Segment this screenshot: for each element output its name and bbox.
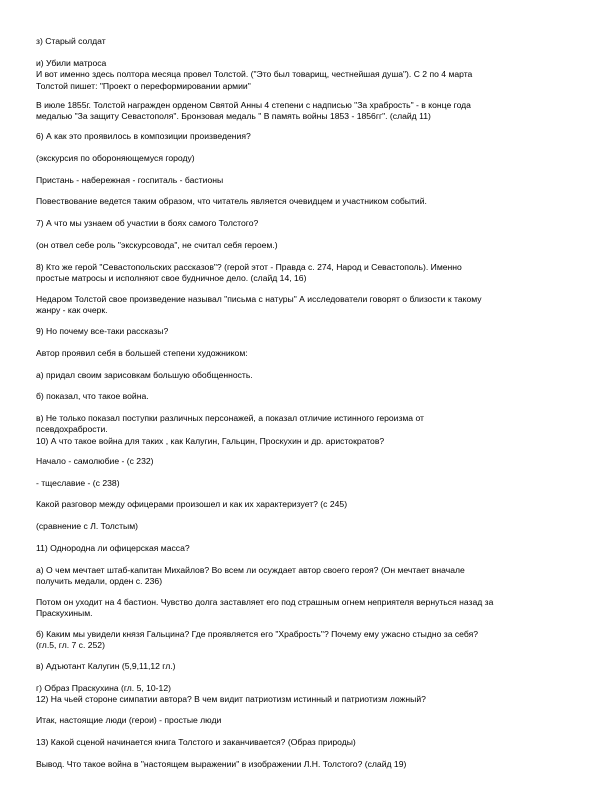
text-line: а) придал своим зарисовкам большую обобщенность. xyxy=(36,370,253,380)
paragraph xyxy=(36,294,588,317)
paragraph xyxy=(36,218,588,229)
paragraph xyxy=(36,175,588,186)
paragraph xyxy=(36,370,588,381)
text-line: Автор проявил себя в большей степени художником: xyxy=(36,348,248,358)
paragraph xyxy=(36,597,588,620)
text-line: 7) А что мы узнаем об участии в боях самого Толстого? xyxy=(36,218,259,228)
paragraph xyxy=(36,759,588,770)
text-line: 9) Но почему все-таки рассказы? xyxy=(36,326,169,336)
paragraph xyxy=(36,683,588,706)
text-line: в) Адъютант Калугин (5,9,11,12 гл.) xyxy=(36,661,176,671)
paragraph xyxy=(36,391,588,402)
text-line: простые матросы и исполняют свое будничное дело. (слайд 14, 16) xyxy=(36,273,307,284)
text-line: медалью "За защиту Севастополя". Бронзовая медаль " В память войны 1853 - 1856гг". (слайд 11) xyxy=(36,111,431,122)
text-line: 12) На чьей стороне симпатии автора? В чем видит патриотизм истинный и патриотизм ложный? xyxy=(36,694,426,705)
paragraph xyxy=(36,543,588,554)
paragraph xyxy=(36,499,588,510)
text-line: (гл.5, гл. 7 с. 252) xyxy=(36,640,105,651)
text-line: жанру - как очерк. xyxy=(36,305,108,316)
text-line: б) Каким мы увидели князя Гальцина? Где проявляется его "Храбрость"? Почему ему ужасно стыдно за себя? xyxy=(36,629,479,639)
text-line: б) показал, что такое война. xyxy=(36,391,149,401)
paragraph xyxy=(36,413,588,447)
paragraph xyxy=(36,737,588,748)
text-line: Начало - самолюбие - (с 232) xyxy=(36,456,154,466)
text-line: (сравнение с Л. Толстым) xyxy=(36,521,138,531)
text-line: В июле 1855г. Толстой награжден орденом Святой Анны 4 степени с надписью "За храбрость" - в конце года xyxy=(36,100,471,110)
text-line: Праскухиным. xyxy=(36,608,93,619)
paragraph xyxy=(36,715,588,726)
text-line: Какой разговор между офицерами произошел и как их характеризует? (с 245) xyxy=(36,499,348,509)
paragraph xyxy=(36,58,588,92)
text-line: (экскурсия по обороняющемуся городу) xyxy=(36,153,195,163)
text-line: И вот именно здесь полтора месяца провел Толстой. ("Это был товарищ, честнейшая душа"). С 2 по 4 марта xyxy=(36,69,473,80)
paragraph xyxy=(36,240,588,251)
text-line: - тщеславие - (с 238) xyxy=(36,478,120,488)
text-line: Толстой пишет: "Проект о переформировании армии" xyxy=(36,80,251,91)
paragraph xyxy=(36,153,588,164)
text-line: 13) Какой сценой начинается книга Толстого и заканчивается? (Образ природы) xyxy=(36,737,356,747)
text-line: Недаром Толстой свое произведение называл "письма с натуры" А исследователи говорят о близости к такому xyxy=(36,294,482,304)
text-line: Повествование ведется таким образом, что читатель является очевидцем и участником событий. xyxy=(36,196,427,206)
text-line: з) Старый солдат xyxy=(36,36,106,46)
paragraph xyxy=(36,629,588,652)
text-line: 6) А как это проявилось в композиции произведения? xyxy=(36,131,251,141)
paragraph xyxy=(36,348,588,359)
text-line: 11) Однородна ли офицерская масса? xyxy=(36,543,190,553)
text-line: получить медали, орден с. 236) xyxy=(36,576,163,587)
text-line: 8) Кто же герой "Севастопольских рассказов"? (герой этот - Правда с. 274, Народ и Севастополь). Именно xyxy=(36,262,462,272)
paragraph xyxy=(36,262,588,285)
text-line: Пристань - набережная - госпиталь - бастионы xyxy=(36,175,224,185)
paragraph xyxy=(36,521,588,532)
text-line: г) Образ Праскухина (гл. 5, 10-12) xyxy=(36,683,171,693)
paragraph xyxy=(36,100,588,123)
paragraph xyxy=(36,456,588,467)
text-line: Вывод. Что такое война в "настоящем выражении" в изображении Л.Н. Толстого? (слайд 19) xyxy=(36,759,407,769)
text-line: 10) А что такое война для таких , как Калугин, Гальцин, Проскухин и др. аристократов? xyxy=(36,435,385,446)
paragraph xyxy=(36,478,588,489)
paragraph xyxy=(36,326,588,337)
text-line: (он отвел себе роль "экскурсовода", не считал себя героем.) xyxy=(36,240,278,250)
text-line: Потом он уходит на 4 бастион. Чувство долга заставляет его под страшным огнем неприятеля вернуться назад за xyxy=(36,597,494,607)
paragraph xyxy=(36,661,588,672)
paragraph xyxy=(36,131,588,142)
paragraph xyxy=(36,196,588,207)
text-line: а) О чем мечтает штаб-капитан Михайлов? Во всем ли осуждает автор своего героя? (Он мечтает вначале xyxy=(36,565,465,575)
text-line: Итак, настоящие люди (герои) - простые люди xyxy=(36,715,222,725)
paragraph xyxy=(36,36,588,47)
text-line: в) Не только показал поступки различных персонажей, а показал отличие истинного героизма от xyxy=(36,413,424,423)
paragraph xyxy=(36,565,588,588)
text-line: и) Убили матроса xyxy=(36,58,107,68)
text-line: псевдохрабрости. xyxy=(36,424,108,435)
